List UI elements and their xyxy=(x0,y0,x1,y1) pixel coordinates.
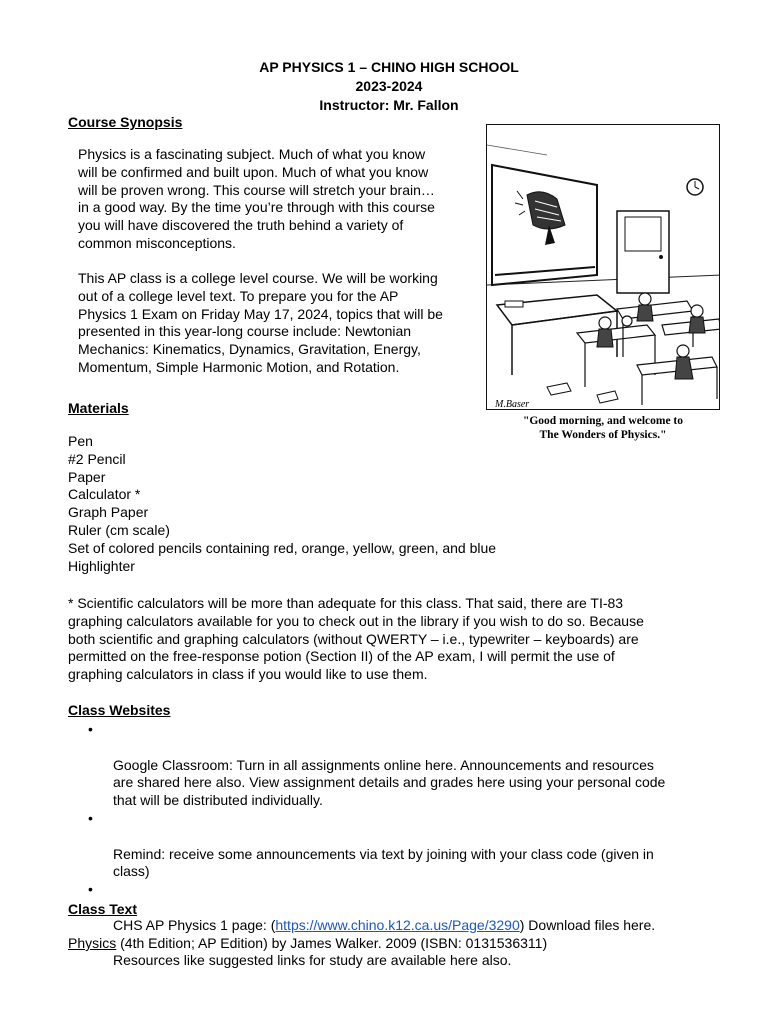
synopsis-paragraph-2: This AP class is a college level course. We will be working out of a college level text. To prepare you for the AP Physics 1 Exam on Friday May 17, 2024, topics that will be presented in this year-long course include: Newtonian Mechanics: Kinematics, Dynamics, Gravitation, Energy, Momentum, Simple Harmonic Motion, and Rotation. xyxy=(78,270,443,375)
class-text-heading: Class Text xyxy=(68,901,137,917)
textbook-title: Physics xyxy=(68,935,117,951)
list-item: Calculator * xyxy=(68,486,141,503)
synopsis-paragraph-1: Physics is a fascinating subject. Much of what you know will be confirmed and built upon. Much of what you know will be proven wrong. This course will stretch your brain… in a good way. By the time you’re through with this course you will have discovered the truth behind a variety of common misconceptions. xyxy=(78,146,435,251)
synopsis-heading: Course Synopsis xyxy=(68,114,183,130)
list-item: Ruler (cm scale) xyxy=(68,521,170,538)
list-item: Highlighter xyxy=(68,557,135,574)
cartoon-image xyxy=(486,124,720,410)
classroom-illustration xyxy=(487,125,720,410)
bullet: • xyxy=(88,721,93,737)
website-item-chs-page xyxy=(68,881,748,970)
textbook-line xyxy=(68,935,547,953)
list-item: Pen xyxy=(68,433,93,449)
school-year: 2023-2024 xyxy=(355,78,423,94)
page-title: AP PHYSICS 1 – CHINO HIGH SCHOOL xyxy=(259,59,519,75)
website-item-remind xyxy=(68,810,748,881)
website-item-text: CHS AP Physics 1 page: ( xyxy=(113,916,276,933)
materials-heading: Materials xyxy=(68,400,129,416)
list-item: Set of colored pencils containing red, orange, yellow, green, and blue xyxy=(68,539,497,556)
list-item: #2 Pencil xyxy=(68,450,126,467)
cartoon-signature: M.Baser xyxy=(495,399,530,410)
website-item-text: Remind: receive some announcements via text by joining with your class code (given in class) xyxy=(113,845,654,880)
cartoon-caption xyxy=(486,414,720,442)
websites-list xyxy=(68,721,748,970)
class-page-link[interactable]: https://www.chino.k12.ca.us/Page/3290 xyxy=(275,916,520,933)
materials-list xyxy=(68,433,496,575)
textbook-details: (4th Edition; AP Edition) by James Walker. 2009 (ISBN: 0131536311) xyxy=(116,935,548,951)
website-item-text: Resources like suggested links for study are available here also. xyxy=(113,952,512,969)
list-item: Graph Paper xyxy=(68,504,149,521)
caption-line-1: "Good morning, and welcome to xyxy=(522,415,684,427)
bullet: • xyxy=(88,809,93,826)
caption-line-2: The Wonders of Physics." xyxy=(539,429,667,441)
list-item: Paper xyxy=(68,468,106,485)
calculator-note: * Scientific calculators will be more than adequate for this class. That said, there are TI-83 graphing calculators available for you to check out in the library if you wish to do so. Because both scientific and graphing calculators (without QWERTY – i.e., typewriter – keyboards) are permitted on the free-response potion (Section II) of the AP exam, I will permit the use of graphing calculators in class if you would like to use them. xyxy=(68,595,644,683)
website-item-google-classroom xyxy=(68,721,748,810)
website-item-text: Google Classroom: Turn in all assignments online here. Announcements and resources are shared here also. View assignment details and grades here using your personal code that will be distributed individually. xyxy=(113,756,666,809)
cartoon-figure xyxy=(486,124,720,446)
websites-heading: Class Websites xyxy=(68,702,171,718)
instructor-line: Instructor: Mr. Fallon xyxy=(319,97,459,113)
bullet: • xyxy=(88,881,93,898)
website-item-text: ) Download files here. xyxy=(519,916,656,933)
